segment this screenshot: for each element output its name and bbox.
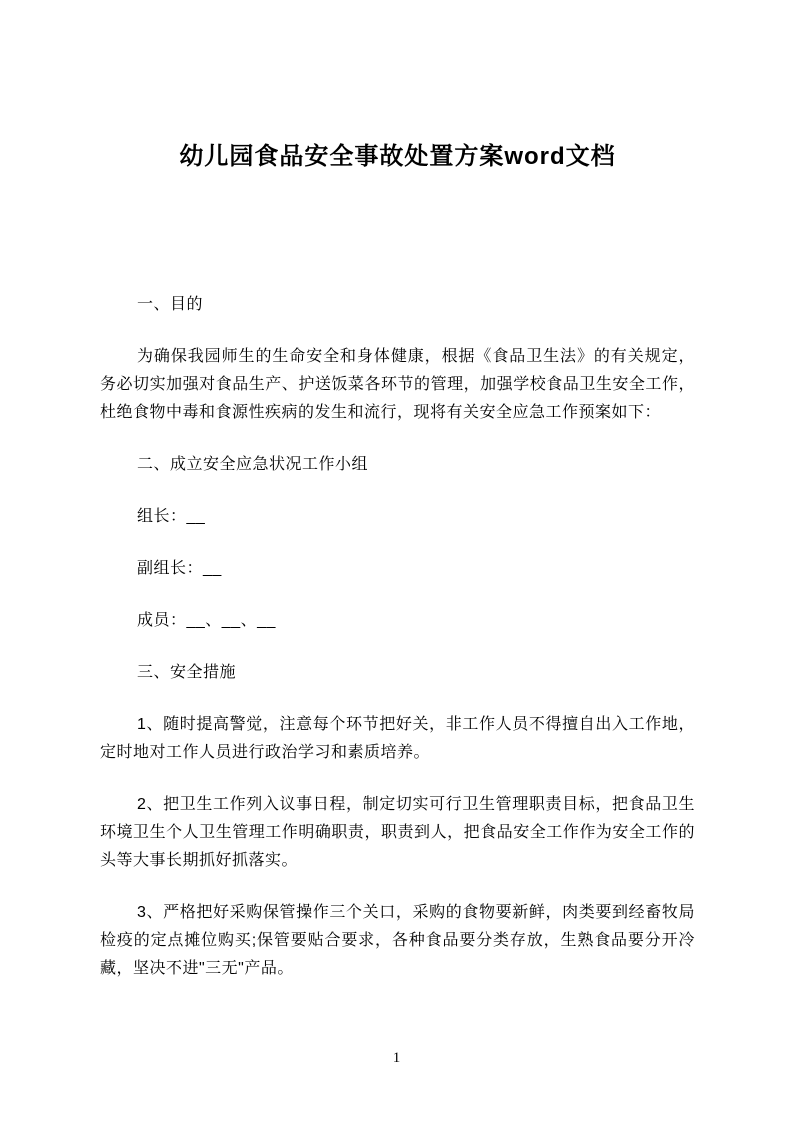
field-deputy-leader: 副组长：__ [137,560,222,577]
field-members: 成员：__、__、__ [137,612,276,629]
page-number: 1 [392,1050,401,1066]
paragraph-purpose-body: 为确保我园师生的生命安全和身体健康，根据《食品卫生法》的有关规定，务必切实加强对食品生产、护送饭菜各环节的管理，加强学校食品卫生安全工作，杜绝食物中毒和食源性疾病的发生和流行，现将有关安全应急工作预案如下： [100,348,695,421]
document-title: 幼儿园食品安全事故处置方案word文档 [179,143,616,170]
section-heading-workgroup: 二、成立安全应急状况工作小组 [137,456,369,473]
section-heading-purpose: 一、目的 [137,296,204,313]
paragraph-measure-2: 2、把卫生工作列入议事日程，制定切实可行卫生管理职责目标，把食品卫生环境卫生个人卫生管理工作明确职责，职责到人，把食品安全工作作为安全工作的头等大事长期抓好抓落实。 [100,796,695,869]
paragraph-measure-3: 3、严格把好采购保管操作三个关口，采购的食物要新鲜，肉类要到经畜牧局检疫的定点摊位购买;保管要贴合要求，各种食品要分类存放，生熟食品要分开冷藏，坚决不进"三无"产品。 [100,904,695,977]
section-heading-safety-measures: 三、安全措施 [137,664,237,681]
field-group-leader: 组长：__ [137,508,206,525]
paragraph-measure-1: 1、随时提高警觉，注意每个环节把好关，非工作人员不得擅自出入工作地，定时地对工作人员进行政治学习和素质培养。 [100,716,695,761]
